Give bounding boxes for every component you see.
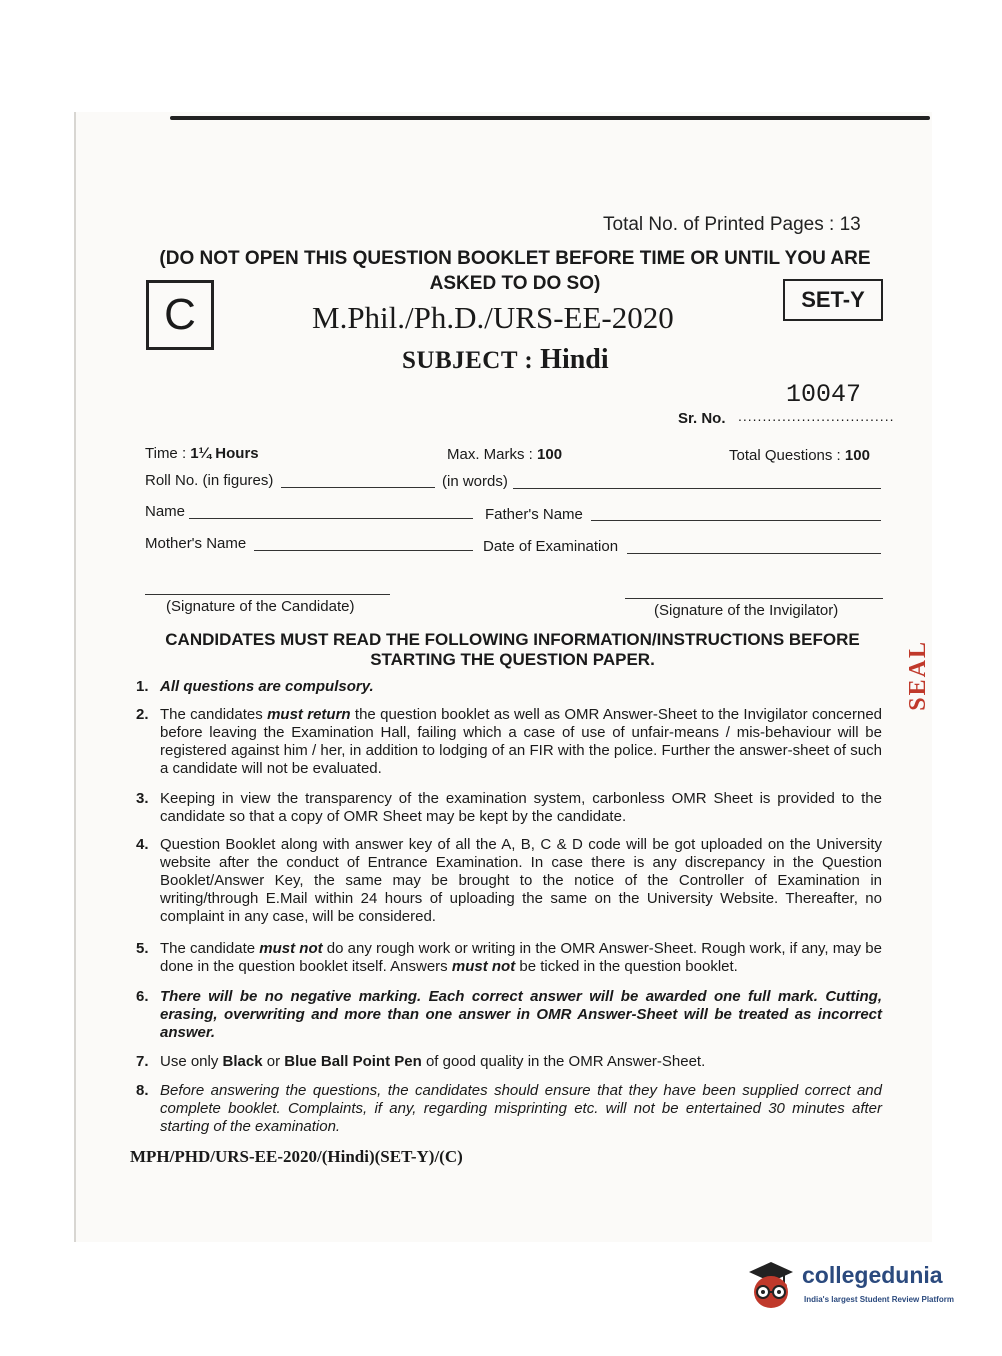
max-marks-label: Max. Marks : bbox=[447, 446, 538, 463]
name-label: Name bbox=[145, 503, 186, 520]
instruction-number: 3. bbox=[136, 790, 149, 807]
serial-number-label: Sr. No. bbox=[678, 410, 726, 427]
fathers-name-label: Father's Name bbox=[485, 506, 583, 523]
booklet-code-box: C bbox=[146, 280, 214, 350]
instruction-item bbox=[136, 678, 882, 696]
mascot-icon bbox=[745, 1258, 797, 1316]
roll-figures-field[interactable] bbox=[281, 487, 435, 488]
fathers-name-field[interactable] bbox=[591, 520, 881, 521]
instruction-text: The candidates must return the question booklet as well as OMR Answer-Sheet to the Invigilator concerned before leaving the Examination Hall, failing which a case of use of unfair-means / mis-behaviour will be registered against him / her, in addition to lodging of an FIR with the police. Further the answer-sheet of such a candidate will not be evaluated. bbox=[160, 706, 883, 777]
invigilator-signature-label: (Signature of the Invigilator) bbox=[654, 602, 839, 619]
instruction-item bbox=[136, 988, 882, 1042]
instruction-text: Question Booklet along with answer key of all the A, B, C & D code will be got uploaded on the University website after the conduct of Entrance Examination. In case there is any discrepancy in the Question Booklet/Answer Key, the same may be brought to the notice of the Controller of Examination in writing/through E.Mail within 24 hours of uploading the same on the University Website. Thereafter, no complaint in any case, will be considered. bbox=[160, 836, 882, 925]
time-value: 1¼ Hours bbox=[190, 445, 259, 462]
instruction-text: The candidate must not do any rough work or writing in the OMR Answer-Sheet. Rough work, if any, may be done in the question booklet itself. Answers must not be ticked in the question booklet. bbox=[160, 940, 882, 975]
max-marks-value: 100 bbox=[537, 446, 563, 463]
roll-words-field[interactable] bbox=[513, 488, 881, 489]
instruction-item bbox=[136, 940, 882, 976]
instruction-number: 8. bbox=[136, 1082, 149, 1099]
instruction-item bbox=[136, 1082, 882, 1136]
date-of-exam-label: Date of Examination bbox=[483, 538, 619, 555]
invigilator-signature-line[interactable] bbox=[625, 598, 883, 599]
mothers-name-label: Mother's Name bbox=[145, 535, 247, 552]
total-questions-label: Total Questions : bbox=[729, 447, 845, 464]
brand-tagline: India's largest Student Review Platform bbox=[804, 1295, 954, 1304]
instruction-number: 4. bbox=[136, 836, 149, 853]
set-label-box: SET-Y bbox=[783, 279, 883, 321]
total-printed-pages: Total No. of Printed Pages : 13 bbox=[603, 214, 861, 235]
subject-line bbox=[402, 344, 609, 376]
instruction-item bbox=[136, 706, 882, 778]
subject-value: Hindi bbox=[540, 344, 609, 375]
serial-number-value: 10047 bbox=[786, 380, 862, 409]
instruction-text: Keeping in view the transparency of the examination system, carbonless OMR Sheet is provided to the candidate so that a copy of OMR Sheet may be kept by the candidate. bbox=[160, 790, 882, 825]
time-label: Time : bbox=[145, 445, 191, 462]
instruction-number: 6. bbox=[136, 988, 149, 1005]
instruction-item bbox=[136, 1053, 882, 1071]
candidate-signature-label: (Signature of the Candidate) bbox=[166, 598, 355, 615]
instruction-number: 5. bbox=[136, 940, 149, 957]
instructions-heading: CANDIDATES MUST READ THE FOLLOWING INFORMATION/INSTRUCTIONS BEFORE STARTING THE QUESTION PAPER. bbox=[165, 630, 860, 669]
instruction-text: Use only Black or Blue Ball Point Pen of good quality in the OMR Answer-Sheet. bbox=[160, 1053, 706, 1070]
instruction-number: 1. bbox=[136, 678, 149, 695]
instruction-item bbox=[136, 790, 882, 826]
instruction-number: 2. bbox=[136, 706, 149, 723]
exam-title: M.Phil./Ph.D./URS-EE-2020 bbox=[312, 300, 674, 335]
date-of-exam-field[interactable] bbox=[627, 553, 881, 554]
mothers-name-field[interactable] bbox=[254, 550, 473, 551]
collegedunia-logo[interactable] bbox=[745, 1258, 975, 1318]
roll-figures-label: Roll No. (in figures) bbox=[145, 472, 274, 489]
do-not-open-warning: (DO NOT OPEN THIS QUESTION BOOKLET BEFORE TIME OR UNTIL YOU ARE ASKED TO DO SO) bbox=[159, 248, 871, 294]
instruction-text: Before answering the questions, the candidates should ensure that they have been supplied correct and complete booklet. Complaints, if any, regarding misprinting etc. will not be entertained 30 minutes after starting of the examination. bbox=[160, 1082, 882, 1135]
roll-words-label: (in words) bbox=[442, 473, 508, 490]
instruction-item bbox=[136, 836, 882, 926]
max-marks-field bbox=[447, 446, 562, 463]
time-field bbox=[145, 445, 259, 462]
booklet-footer-code: MPH/PHD/URS-EE-2020/(Hindi)(SET-Y)/(C) bbox=[130, 1147, 463, 1166]
instruction-number: 7. bbox=[136, 1053, 149, 1070]
serial-number-dots: ................................ bbox=[738, 408, 895, 424]
subject-label: SUBJECT : bbox=[402, 347, 534, 374]
seal-stamp: SEAL bbox=[905, 640, 931, 711]
instruction-text: There will be no negative marking. Each correct answer will be awarded one full mark. Cutting, erasing, overwriting and more than one answer in OMR Answer-Sheet will be treated as incorrect answer. bbox=[160, 988, 882, 1041]
candidate-signature-line[interactable] bbox=[145, 594, 390, 595]
name-field[interactable] bbox=[189, 518, 473, 519]
instruction-text: All questions are compulsory. bbox=[160, 678, 374, 695]
total-questions-value: 100 bbox=[844, 447, 870, 464]
total-questions-field bbox=[729, 447, 870, 464]
top-edge-rule bbox=[170, 116, 930, 120]
brand-name: collegedunia bbox=[802, 1262, 943, 1288]
